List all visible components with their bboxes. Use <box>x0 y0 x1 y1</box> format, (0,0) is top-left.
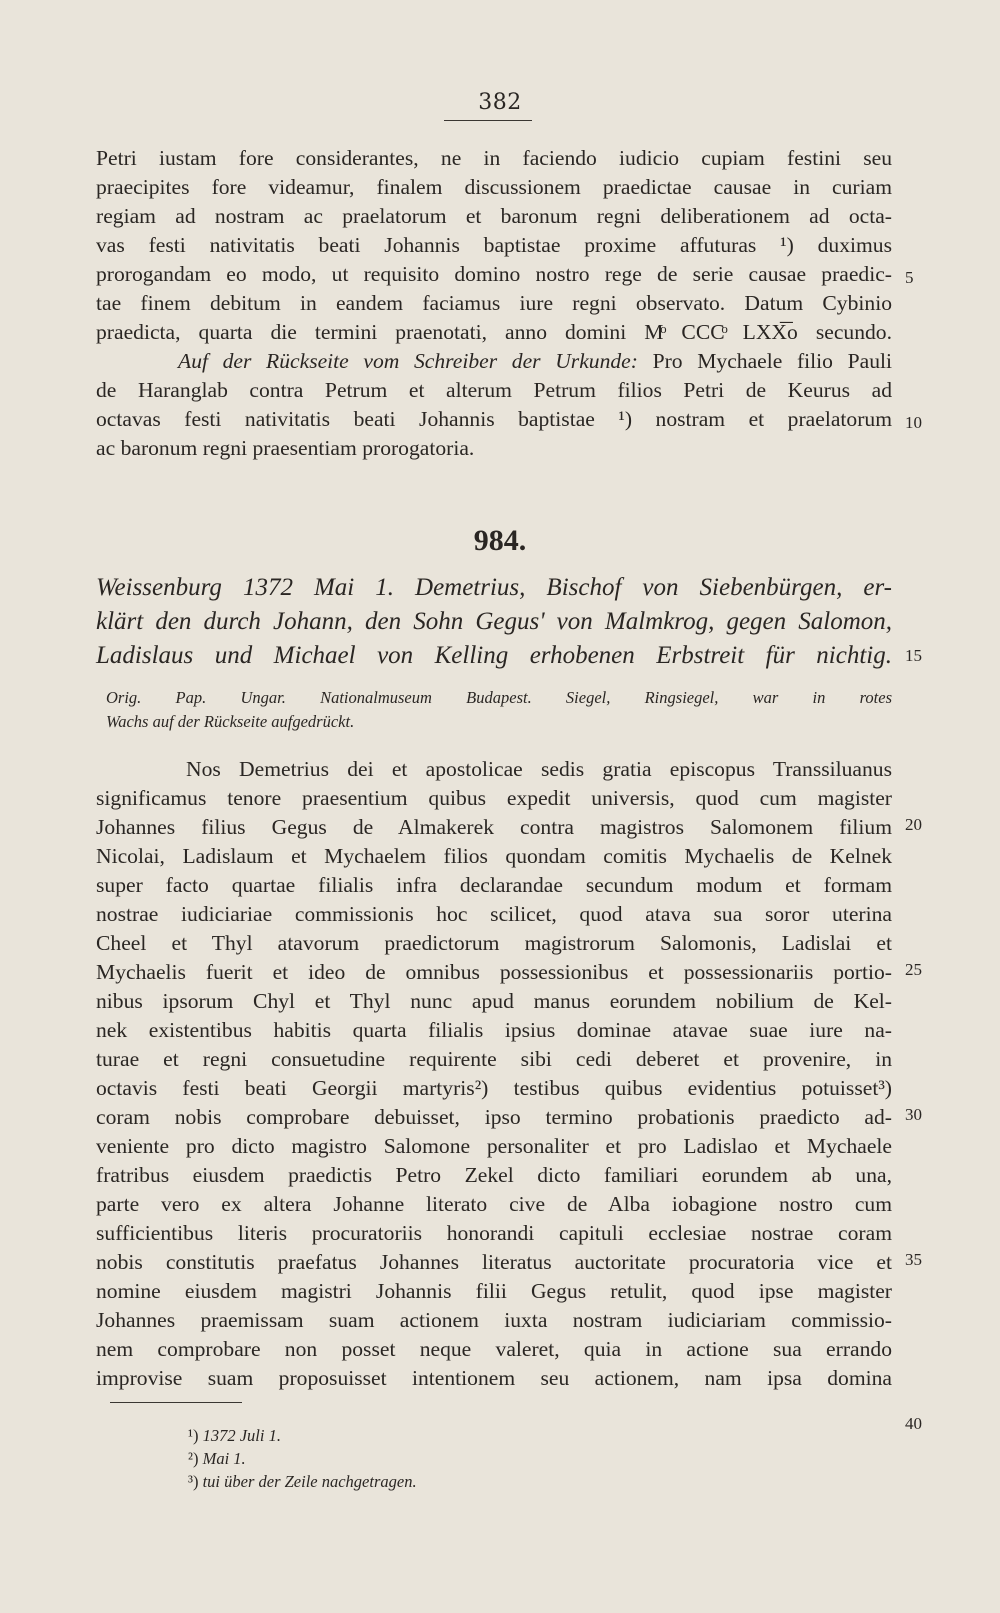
footnote-mark: ³) <box>188 1472 199 1491</box>
footnote-text: Mai 1. <box>202 1449 246 1468</box>
heading-line: klärt den durch Johann, den Sohn Gegus' von Malmkrog, gegen Salomon, <box>96 608 892 635</box>
heading-line: Weissenburg 1372 Mai 1. Demetrius, Bischof von Siebenbürgen, er- <box>96 574 892 601</box>
footnote-text: 1372 Juli 1. <box>202 1426 281 1445</box>
margin-line-number: 35 <box>905 1250 922 1269</box>
text-line: Cheel et Thyl atavorum praedictorum magistrorum Salomonis, Ladislai et <box>96 931 892 955</box>
source-line: Orig. Pap. Ungar. Nationalmuseum Budapest. Siegel, Ringsiegel, war in rotes <box>106 688 892 707</box>
text-line: Mychaelis fuerit et ideo de omnibus possessionibus et possessionariis portio- <box>96 960 892 984</box>
text-line: regiam ad nostram ac praelatorum et baronum regni deliberationem ad octa- <box>96 204 892 228</box>
text-line: significamus tenore praesentium quibus expedit universis, quod cum magister <box>96 786 892 810</box>
reverse-note-first-line <box>96 349 892 374</box>
text-line: super facto quartae filialis infra declarandae secundum modum et formam <box>96 873 892 897</box>
text-line: prorogandam eo modo, ut requisito domino nostro rege de serie causae praedic- <box>96 262 892 286</box>
page-number: 382 <box>478 90 522 115</box>
margin-line-number: 40 <box>905 1414 922 1433</box>
text-line: octavas festi nativitatis beati Johannis baptistae ¹) nostram et praelatorum <box>96 407 892 431</box>
text-line: Johannes filius Gegus de Almakerek contra magistros Salomonem filium <box>96 815 892 839</box>
text-line: octavis festi beati Georgii martyris²) testibus quibus evidentius potuisset³) <box>96 1076 892 1100</box>
margin-line-number: 20 <box>905 815 922 834</box>
margin-line-number: 30 <box>905 1105 922 1124</box>
text-line: fratribus eiusdem praedictis Petro Zekel dicto familiari eorundem ab una, <box>96 1163 892 1187</box>
text-line: praecipites fore videamur, finalem discussionem praedictae causae in curiam <box>96 175 892 199</box>
source-line: Wachs auf der Rückseite aufgedrückt. <box>106 712 355 731</box>
text-line: Johannes praemissam suam actionem iuxta nostram iudiciariam commissio- <box>96 1308 892 1332</box>
text-line: praedicta, quarta die termini praenotati, anno domini Mͦ CCCͦ LXX͞o secundo. <box>96 320 892 344</box>
document-number: 984. <box>473 524 527 557</box>
margin-line-number: 10 <box>905 413 922 432</box>
text-line: nostrae iudiciariae commissionis hoc scilicet, quod atava sua soror uterina <box>96 902 892 926</box>
margin-line-number: 25 <box>905 960 922 979</box>
text-line: nek existentibus habitis quarta filialis ipsius dominae atavae suae iure na- <box>96 1018 892 1042</box>
text-line: veniente pro dicto magistro Salomone personaliter et pro Ladislao et Mychaele <box>96 1134 892 1158</box>
footnote-mark: ¹) <box>188 1426 199 1445</box>
heading-line: Ladislaus und Michael von Kelling erhobenen Erbstreit für nichtig. <box>96 642 892 669</box>
text-line: nomine eiusdem magistri Johannis filii Gegus retulit, quod ipse magister <box>96 1279 892 1303</box>
text-line: turae et regni consuetudine requirente sibi cedi deberet et provenire, in <box>96 1047 892 1071</box>
margin-line-number: 15 <box>905 646 922 665</box>
text-line: coram nobis comprobare debuisset, ipso termino probationis praedicto ad- <box>96 1105 892 1129</box>
text-line: nobis constitutis praefatus Johannes literatus auctoritate procuratoria vice et <box>96 1250 892 1274</box>
footnote-text: tui über der Zeile nachgetragen. <box>202 1472 417 1491</box>
margin-line-number: 5 <box>905 268 914 287</box>
text-line: Nos Demetrius dei et apostolicae sedis gratia episcopus Transsiluanus <box>186 757 892 781</box>
reverse-note-label: Auf der Rückseite vom Schreiber der Urkunde: <box>178 349 638 373</box>
text-line: vas festi nativitatis beati Johannis baptistae proxime affuturas ¹) duximus <box>96 233 892 257</box>
text-line: tae finem debitum in eandem faciamus iure regni observato. Datum Cybinio <box>96 291 892 315</box>
text-line: improvise suam proposuisset intentionem seu actionem, nam ipsa domina <box>96 1366 892 1390</box>
reverse-note-text: Pro Mychaele filio Pauli <box>637 349 892 373</box>
text-line: nibus ipsorum Chyl et Thyl nunc apud manus eorundem nobilium de Kel- <box>96 989 892 1013</box>
text-line: ac baronum regni praesentiam prorogatoria. <box>96 436 475 460</box>
footnote-mark: ²) <box>188 1449 199 1468</box>
text-line: sufficientibus literis procuratoriis honorandi capituli ecclesiae nostrae coram <box>96 1221 892 1245</box>
footnote <box>188 1426 281 1446</box>
text-line: Nicolai, Ladislaum et Mychaelem filios quondam comitis Mychaelis de Kelnek <box>96 844 892 868</box>
text-line: de Haranglab contra Petrum et alterum Petrum filios Petri de Keurus ad <box>96 378 892 402</box>
footnote <box>188 1472 417 1492</box>
text-line: Petri iustam fore considerantes, ne in faciendo iudicio cupiam festini seu <box>96 146 892 170</box>
page-number-rule <box>444 120 532 121</box>
footnote-rule <box>110 1402 242 1403</box>
text-line: nem comprobare non posset neque valeret, quia in actione sua errando <box>96 1337 892 1361</box>
footnote <box>188 1449 246 1469</box>
text-line: parte vero ex altera Johanne literato cive de Alba iobagione nostro cum <box>96 1192 892 1216</box>
